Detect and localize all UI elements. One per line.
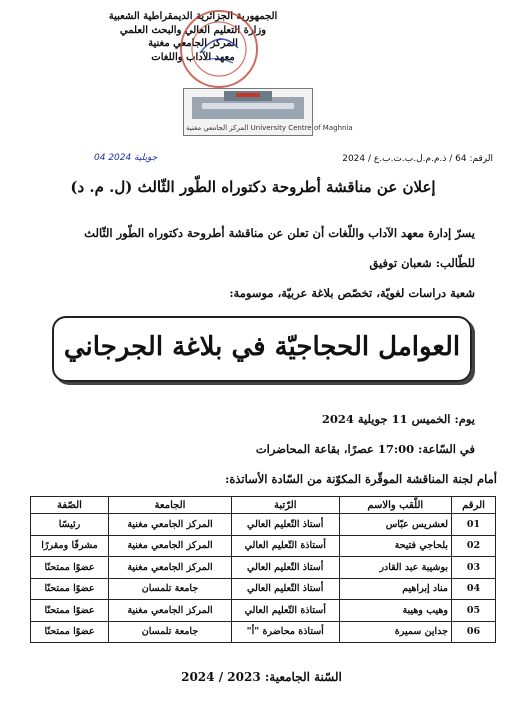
building-logo-icon — [184, 89, 312, 123]
header-number: الرقم — [452, 497, 496, 514]
cell-number: 02 — [452, 535, 496, 557]
cell-university: المركز الجامعي مغنية — [109, 535, 232, 557]
table-header-row — [31, 497, 496, 514]
logo-caption: المركز الجامعي مغنية University Centre of Maghnia — [186, 124, 353, 132]
cell-university: المركز الجامعي مغنية — [109, 514, 232, 536]
header-line: المركز الجامعي مغنية — [148, 38, 238, 49]
committee-table — [30, 496, 496, 643]
cell-rank: أستاذ التّعليم العالي — [231, 557, 339, 579]
official-stamp-icon — [178, 8, 260, 90]
cell-name: جداين سميرة — [339, 621, 451, 643]
cell-role: مشرفًا ومقررًا — [31, 535, 109, 557]
table-row — [31, 557, 496, 579]
table-row — [31, 514, 496, 536]
cell-number: 06 — [452, 621, 496, 643]
table-row — [31, 621, 496, 643]
header-line: وزارة التعليم العالي والبحث العلمي — [119, 24, 267, 36]
defense-time: في السّاعة: 17:00 عصرًا، بقاعة المحاضرات — [255, 442, 475, 456]
cell-number: 03 — [452, 557, 496, 579]
cell-name: بوشيبة عبد القادر — [339, 557, 451, 579]
cell-name: وهيب وهيبة — [339, 600, 451, 622]
student-line: للطّالب: شعبان توفيق — [369, 256, 475, 270]
defense-day: يوم: الخميس 11 جويلية 2024 — [321, 412, 475, 426]
header-name: اللّقب والاسم — [339, 497, 451, 514]
specialty-line: شعبة دراسات لغويّة، تخصّص بلاغة عربيّة، موسومة: — [229, 286, 475, 300]
cell-role: عضوًا ممتحنًا — [31, 557, 109, 579]
thesis-title: العوامل الحجاجيّة في بلاغة الجرجاني — [63, 332, 461, 362]
committee-intro: أمام لجنة المناقشة الموقّرة المكوّنة من السّادة الأساتذة: — [225, 472, 497, 486]
header-rank: الرّتبة — [231, 497, 339, 514]
reference-row — [16, 154, 493, 168]
cell-role: عضوًا ممتحنًا — [31, 621, 109, 643]
cell-name: مناد إبراهيم — [339, 578, 451, 600]
cell-rank: أستاذة محاضرة "أ" — [231, 621, 339, 643]
thesis-title-box — [52, 316, 472, 382]
table-row — [31, 600, 496, 622]
cell-role: عضوًا ممتحنًا — [31, 578, 109, 600]
cell-role: رئيسًا — [31, 514, 109, 536]
header-role: الصّفة — [31, 497, 109, 514]
cell-university: جامعة تلمسان — [109, 621, 232, 643]
cell-university: جامعة تلمسان — [109, 578, 232, 600]
cell-university: المركز الجامعي مغنية — [109, 557, 232, 579]
academic-year: السّنة الجامعية: 2023 / 2024 — [181, 670, 342, 684]
handwritten-date: 04 جويلية 2024 — [94, 153, 158, 163]
cell-number: 01 — [452, 514, 496, 536]
reference-number: الرقم: 64 / ذ.م.م.ل.ب.ت.ب.ع / 2024 — [342, 154, 493, 164]
cell-number: 04 — [452, 578, 496, 600]
header-university: الجامعة — [109, 497, 232, 514]
body-line: يسرّ إدارة معهد الآداب واللّغات أن تعلن عن مناقشة أطروحة دكتوراه الطّور الثّالث — [84, 226, 475, 240]
cell-number: 05 — [452, 600, 496, 622]
cell-name: بلحاجي فتيحة — [339, 535, 451, 557]
cell-rank: أستاذة التّعليم العالي — [231, 535, 339, 557]
header-line: معهد الآداب واللغات — [151, 51, 235, 63]
cell-role: عضوًا ممتحنًا — [31, 600, 109, 622]
cell-university: المركز الجامعي مغنية — [109, 600, 232, 622]
table-row — [31, 535, 496, 557]
table-row — [31, 578, 496, 600]
cell-rank: أستاذ التّعليم العالي — [231, 578, 339, 600]
cell-rank: أستاذة التّعليم العالي — [231, 600, 339, 622]
header-line: الجمهورية الجزائرية الديمقراطية الشعبية — [108, 11, 278, 22]
cell-rank: أستاذ التّعليم العالي — [231, 514, 339, 536]
cell-name: لعشريس عبّاس — [339, 514, 451, 536]
announcement-title: إعلان عن مناقشة أطروحة دكتوراه الطّور الثّالث (ل. م. د) — [70, 178, 436, 196]
